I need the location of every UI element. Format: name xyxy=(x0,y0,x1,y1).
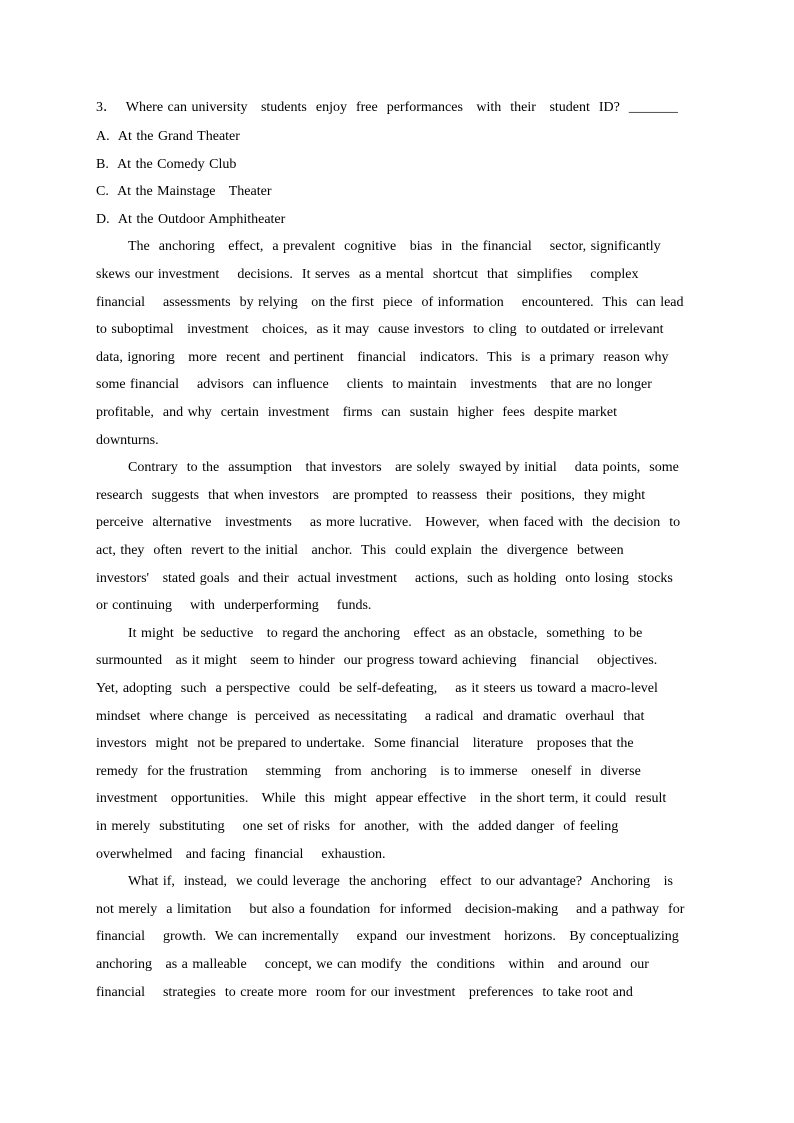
paragraph-1-line: downturns. xyxy=(96,433,159,448)
paragraph-2-line: perceive alternative investments as more lucrative. However, when faced with the decision to xyxy=(96,515,681,530)
paragraph-4-line: financial growth. We can incrementally expand our investment horizons. By conceptualizing xyxy=(96,929,679,944)
option-d: D. At the Outdoor Amphitheater xyxy=(96,212,286,227)
question-text: 3． Where can university students enjoy free performances with their student ID? _______ xyxy=(96,100,678,115)
paragraph-4-line: not merely a limitation but also a foundation for informed decision-making and a pathway for xyxy=(96,902,685,917)
paragraph-2-line: or continuing with underperforming funds. xyxy=(96,598,372,613)
paragraph-2-line: Contrary to the assumption that investors are solely swayed by initial data points, some xyxy=(128,460,679,475)
paragraph-4-line: What if, instead, we could leverage the anchoring effect to our advantage? Anchoring is xyxy=(128,874,673,889)
option-b: B. At the Comedy Club xyxy=(96,157,237,172)
paragraph-3-line: mindset where change is perceived as necessitating a radical and dramatic overhaul that xyxy=(96,709,645,724)
paragraph-3-line: surmounted as it might seem to hinder our progress toward achieving financial objectives. xyxy=(96,653,658,668)
option-c: C. At the Mainstage Theater xyxy=(96,184,272,199)
paragraph-2-line: act, they often revert to the initial anchor. This could explain the divergence between xyxy=(96,543,624,558)
paragraph-3-line: It might be seductive to regard the anchoring effect as an obstacle, something to be xyxy=(128,626,643,641)
paragraph-1-line: The anchoring effect, a prevalent cognitive bias in the financial sector, significantly xyxy=(128,239,661,254)
paragraph-4-line: financial strategies to create more room for our investment preferences to take root and xyxy=(96,985,633,1000)
paragraph-2-line: research suggests that when investors are prompted to reassess their positions, they might xyxy=(96,488,646,503)
paragraph-1-line: financial assessments by relying on the first piece of information encountered. This can lead xyxy=(96,295,684,310)
paragraph-2-line: investors' stated goals and their actual investment actions, such as holding onto losing stocks xyxy=(96,571,673,586)
paragraph-1-line: some financial advisors can influence clients to maintain investments that are no longer xyxy=(96,377,652,392)
paragraph-3-line: in merely substituting one set of risks for another, with the added danger of feeling xyxy=(96,819,619,834)
paragraph-3-line: investors might not be prepared to undertake. Some financial literature proposes that the xyxy=(96,736,634,751)
paragraph-1-line: data, ignoring more recent and pertinent financial indicators. This is a primary reason why xyxy=(96,350,669,365)
paragraph-3-line: overwhelmed and facing financial exhaustion. xyxy=(96,847,386,862)
paragraph-1-line: to suboptimal investment choices, as it may cause investors to cling to outdated or irrelevant xyxy=(96,322,664,337)
paragraph-1-line: skews our investment decisions. It serves as a mental shortcut that simplifies complex xyxy=(96,267,639,282)
paragraph-1-line: profitable, and why certain investment firms can sustain higher fees despite market xyxy=(96,405,617,420)
paragraph-3-line: Yet, adopting such a perspective could be self-defeating, as it steers us toward a macro-level xyxy=(96,681,658,696)
option-a: A. At the Grand Theater xyxy=(96,129,240,144)
paragraph-4-line: anchoring as a malleable concept, we can modify the conditions within and around our xyxy=(96,957,649,972)
paragraph-3-line: remedy for the frustration stemming from anchoring is to immerse oneself in diverse xyxy=(96,764,641,779)
paragraph-3-line: investment opportunities. While this might appear effective in the short term, it could result xyxy=(96,791,667,806)
